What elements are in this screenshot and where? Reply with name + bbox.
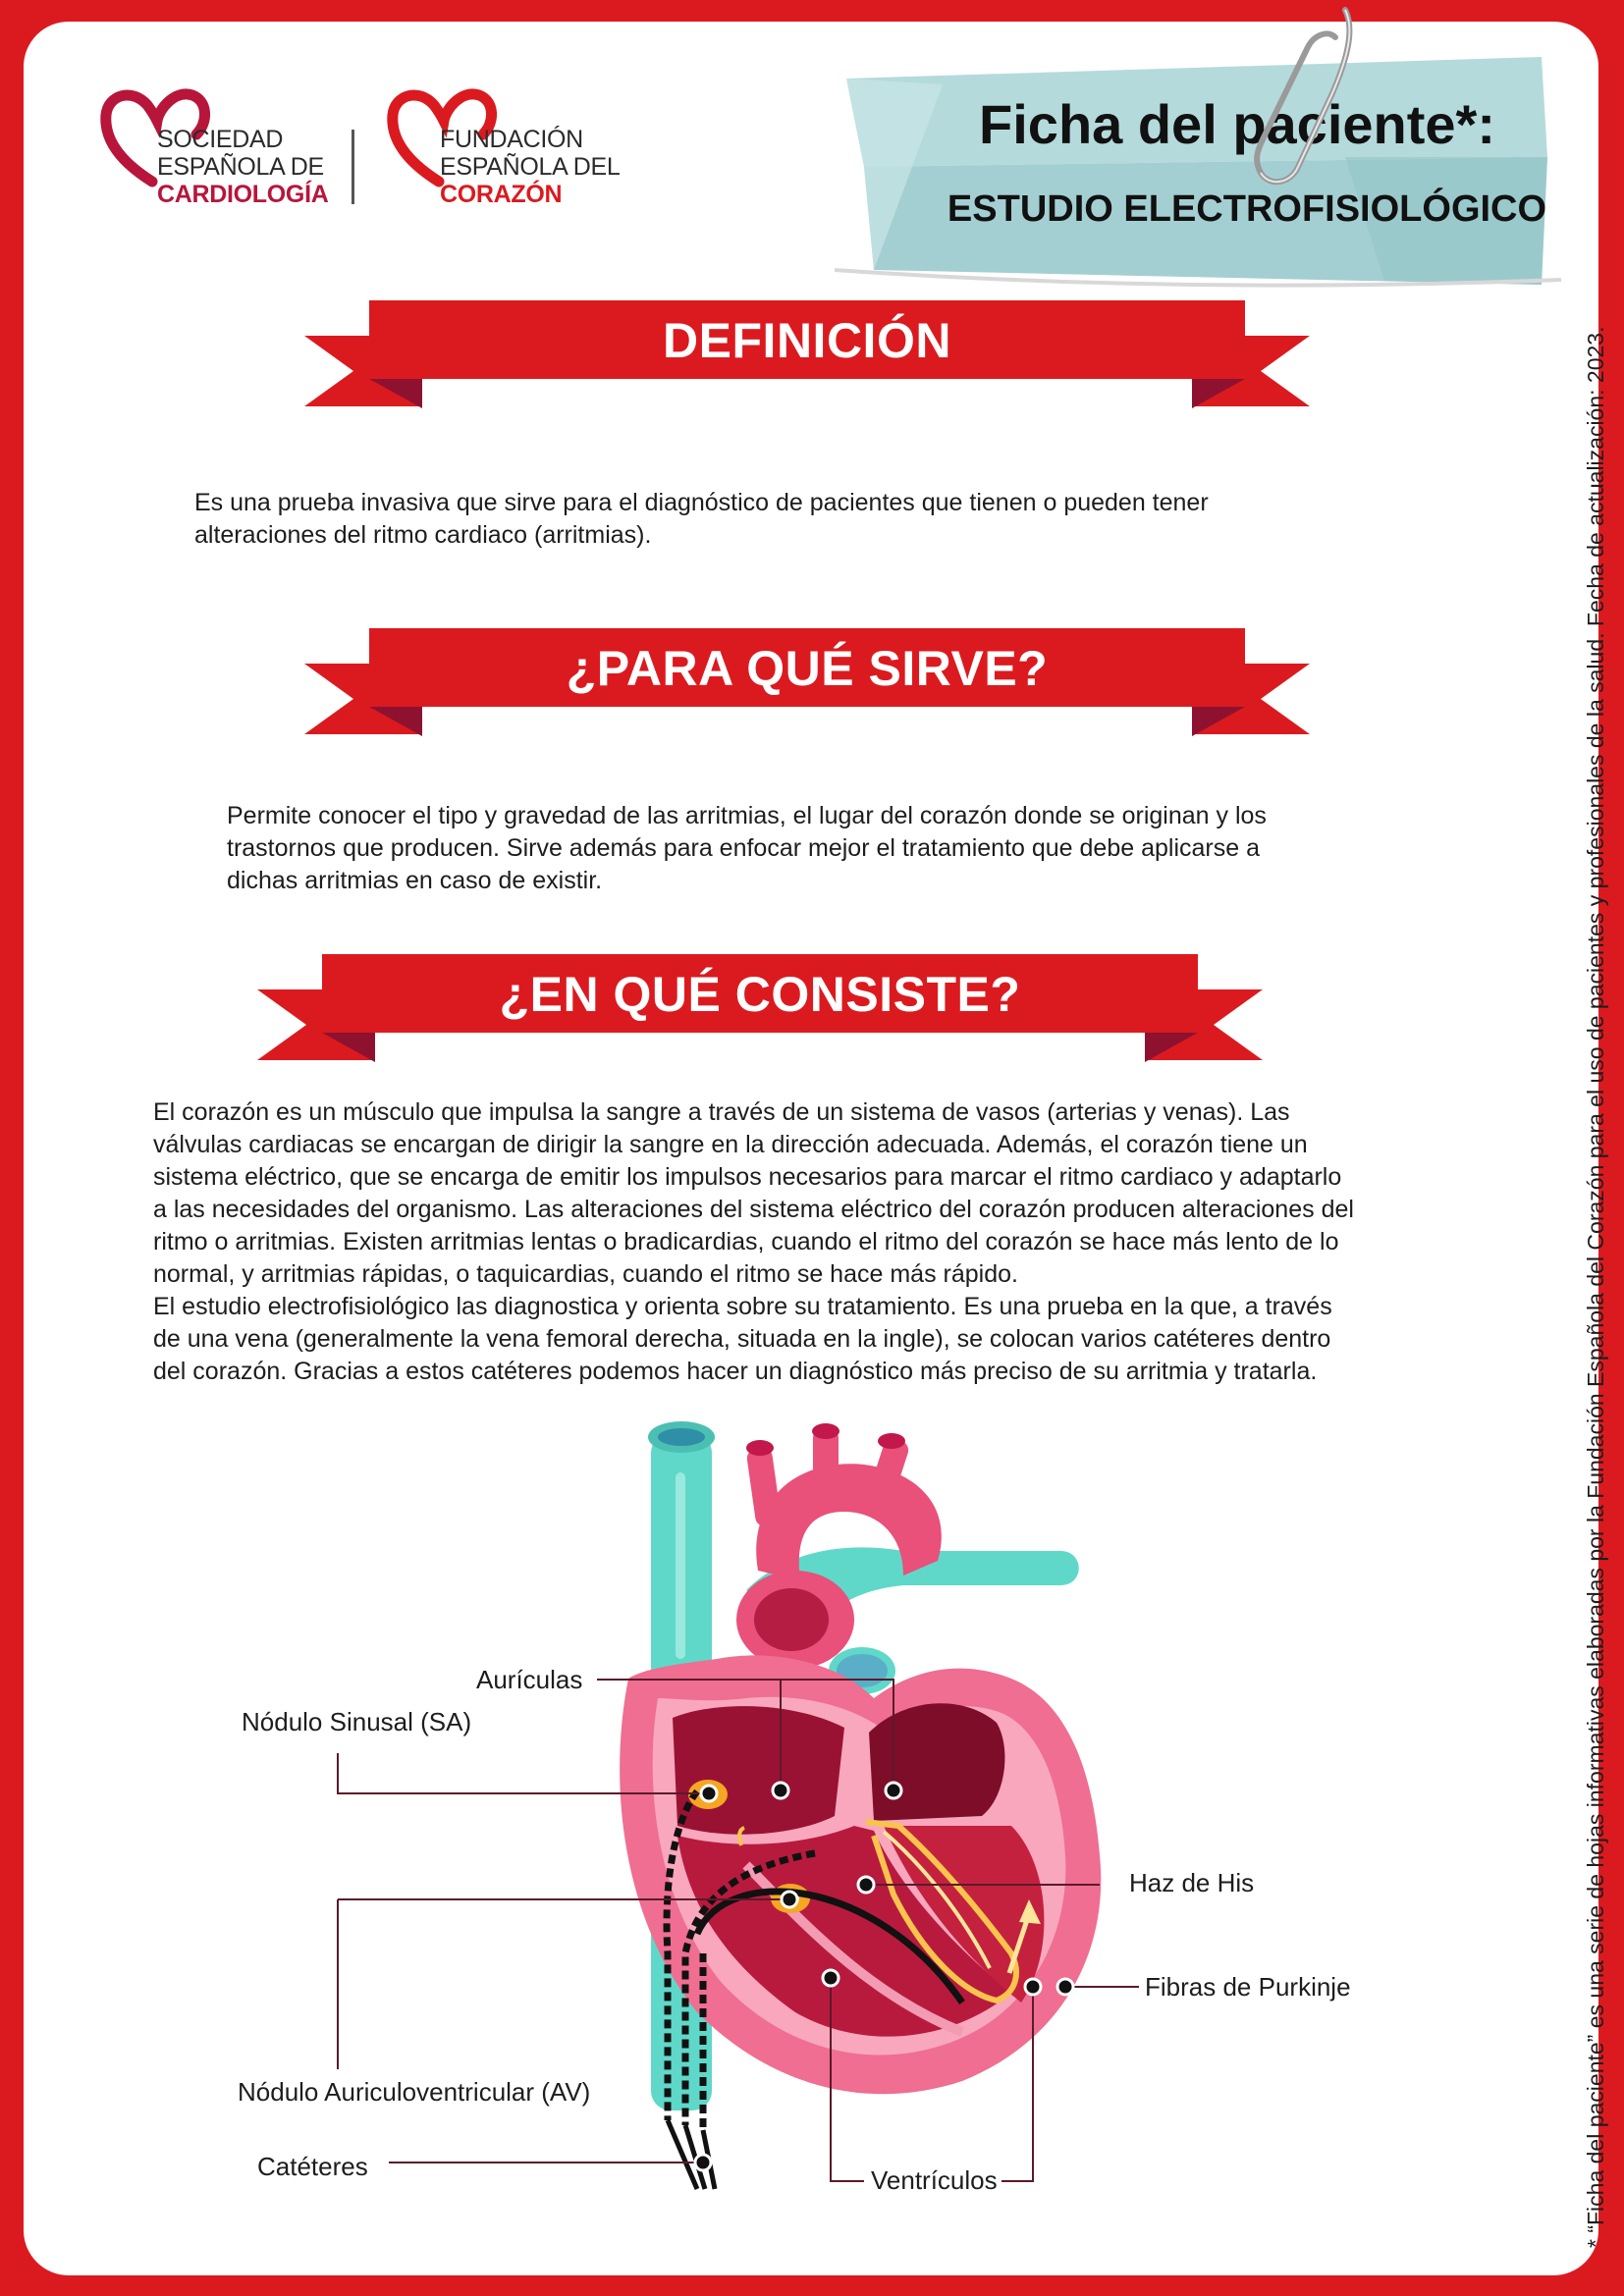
label-ventriculos: Ventrículos: [871, 2165, 998, 2195]
page-subtitle: ESTUDIO ELECTROFISIOLÓGICO: [947, 188, 1547, 230]
page-title: Ficha del paciente*:: [979, 93, 1495, 155]
logo1-line3: CARDIOLOGÍA: [157, 181, 329, 208]
logo1-line2: ESPAÑOLA DE: [157, 153, 324, 181]
label-nodulo-sinusal: Nódulo Sinusal (SA): [242, 1707, 472, 1736]
label-fibras-de-purkinje: Fibras de Purkinje: [1145, 1972, 1351, 2002]
label-haz-de-his: Haz de His: [1129, 1868, 1255, 1897]
paragraph: El corazón es un músculo que impulsa la sangre a través de un sistema de vasos (arterias y venas). Las válvulas cardiacas se encargan de dirigir la sangre en la dirección adecuada. Además, el corazón tiene un sistema eléctrico, que se encarga de emitir los impulsos necesarios para marcar el ritmo cardiaco y adaptarlo a las necesidades del organismo. Las alteraciones del sistema eléctrico del corazón producen alteraciones del ritmo o arritmias. Existen arritmias lentas o bradicardias, cuando el ritmo del corazón se hace más lento de lo normal, y arritmias rápidas, o taquicardias, cuando el ritmo se hace más rápido.: [153, 1098, 1354, 1288]
logo2-line1: FUNDACIÓN: [440, 126, 583, 153]
label-cateteres: Catéteres: [257, 2152, 368, 2181]
section-heading-en-que-consiste: ¿EN QUÉ CONSISTE?: [499, 967, 1021, 1022]
label-auriculas: Aurículas: [476, 1665, 583, 1694]
paragraph: Es una prueba invasiva que sirve para el diagnóstico de pacientes que tienen o pueden tener alteraciones del ritmo cardiaco (arritmias).: [194, 489, 1209, 549]
paragraph: El estudio electrofisiológico las diagnostica y orienta sobre su tratamiento. Es una prueba en la que, a través de una vena (generalmente la vena femoral derecha, situada en la ingle), se colocan varios catéteres dentro del corazón. Gracias a estos catéteres podemos hacer un diagnóstico más preciso de su arritmia y tratarla.: [153, 1293, 1332, 1385]
logo1-line1: SOCIEDAD: [157, 126, 284, 153]
paragraph: Permite conocer el tipo y gravedad de las arritmias, el lugar del corazón donde se originan y los trastornos que producen. Sirve además para enfocar mejor el tratamiento que debe aplicarse a dichas arritmias en caso de existir.: [227, 802, 1267, 894]
logo2-line3: CORAZÓN: [440, 181, 563, 208]
footnote-vertical: * “Ficha del paciente” es una serie de hojas informativas elaboradas por la Fundación Española del Corazón para el uso de pacientes y profesionales de la salud. Fecha de actualización: 2023.: [1583, 326, 1608, 2248]
label-nodulo-av: Nódulo Auriculoventricular (AV): [238, 2077, 591, 2107]
section-heading-definicion: DEFINICIÓN: [663, 313, 951, 368]
section-heading-para-que-sirve: ¿PARA QUÉ SIRVE?: [566, 641, 1049, 696]
logo2-line2: ESPAÑOLA DEL: [440, 153, 621, 181]
